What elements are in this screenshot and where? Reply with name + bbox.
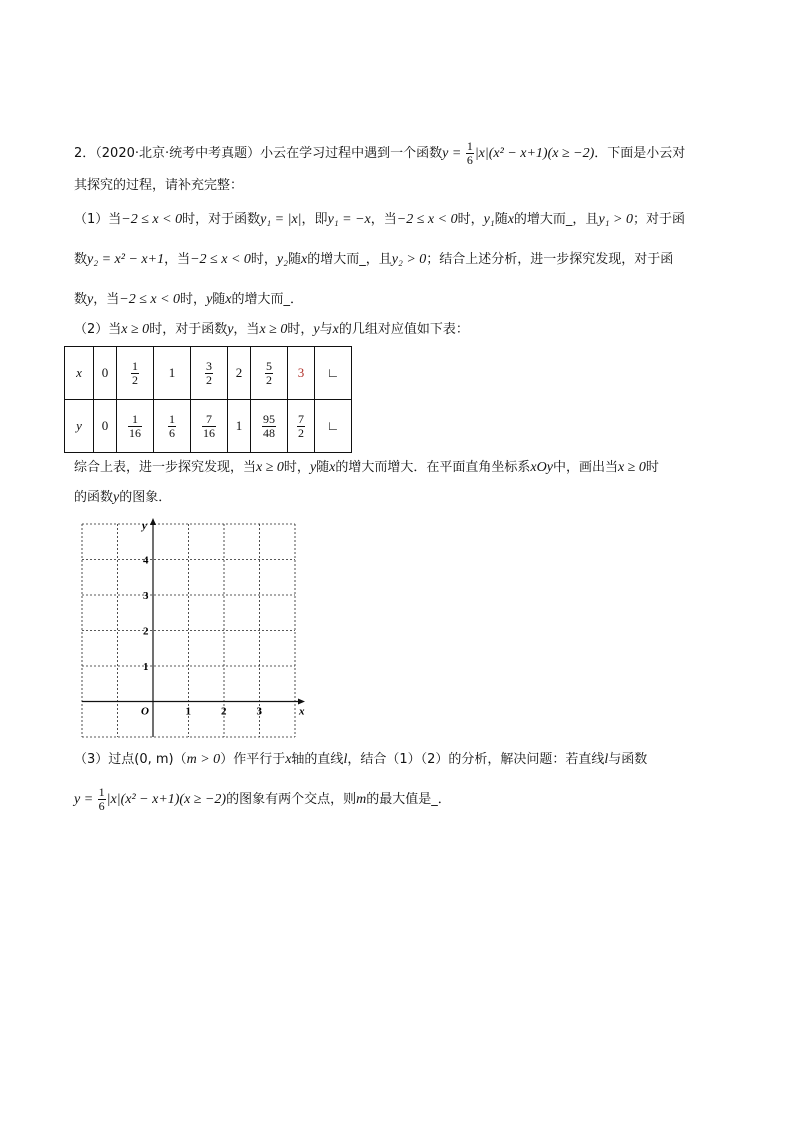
text: ，当 [164,252,191,267]
text: 的图象． [119,490,172,505]
x-axis-label: x [299,705,305,718]
y-tick-label: 4 [143,554,149,567]
problem-source: （2020·北京·统考中考真题） [95,146,261,161]
text: 随 [316,460,330,475]
text: （3）过点(0, m)（ [74,752,187,767]
text: 时，对于函数 [149,322,228,337]
text: ，当 [370,212,397,227]
num: 1 [169,411,175,426]
math: x ≥ 0 [259,322,288,337]
problem-intro-line-2 [74,176,243,196]
y-axis-label: y [142,520,147,532]
math: m [356,792,367,807]
math: y₂ [276,252,288,267]
problem-intro-line [74,140,685,167]
math: −2 ≤ x < 0 [119,292,181,307]
math: x [225,292,232,307]
function-body: |x|(x² − x+1)(x ≥ −2) [474,146,595,161]
part2-after-line1 [74,458,659,478]
table-cell [191,400,228,453]
math: y₁ = |x| [260,212,302,227]
math: y [206,292,213,307]
table-header-y: y [65,400,94,453]
coordinate-grid [78,518,305,736]
intro-text-b: ．下面是小云对 [594,146,686,161]
math: x [332,322,339,337]
y-tick-label: 3 [143,590,149,602]
text: 的增大而_，且 [307,252,392,267]
text: 数 [74,252,88,267]
table-cell-ellipsis: ∟ [315,347,352,400]
text: 时， [283,460,310,475]
table-cell: 0 [94,347,117,400]
table-cell [117,347,154,400]
math: y₂ > 0 [391,252,427,267]
problem-number: 2． [74,146,96,161]
math: xOy [530,460,553,475]
text: 时， [457,212,484,227]
math: y₁ > 0 [598,212,633,227]
text: ，当 [93,292,120,307]
y-tick-label: 2 [143,625,149,638]
x-axis-arrow [298,699,305,705]
table-header-x: x [65,347,94,400]
num: 1 [98,785,105,799]
math: y₁ [483,212,495,227]
text: 与函数 [608,752,648,767]
math: x ≥ 0 [617,460,646,475]
text: 的增大而_，且 [513,212,599,227]
math: y [113,490,120,505]
math: x ≥ 0 [121,322,150,337]
num: 7 [202,413,216,427]
num: 5 [266,358,272,373]
text: 随 [494,212,508,227]
den: 2 [132,372,138,387]
math: y₂ = x² − x+1 [87,252,165,267]
function-prefix: y = [442,146,465,161]
text: 的函数 [74,490,114,505]
math: l [343,752,348,767]
text: 的最大值是_． [366,792,451,807]
part3-line1 [74,750,647,770]
text: ，结合（1）（2）的分析，解决问题：若直线 [347,752,605,767]
table-cell [191,347,228,400]
fraction-one-sixth: $\frac{1}{6}$ [466,139,473,167]
math: y [87,292,94,307]
x-tick-label: 3 [256,705,262,718]
text: 时 [645,460,659,475]
math: y₁ = −x [327,212,371,227]
text: 轴的直线 [291,752,344,767]
text: 中，画出当 [552,460,618,475]
math: |x|(x² − x+1)(x ≥ −2) [106,792,227,807]
x-tick-label: 2 [221,705,227,718]
table-cell [117,400,154,453]
text: 的增大而增大．在平面直角坐标系 [335,460,531,475]
table-cell [288,400,315,453]
table-cell: 3 [288,347,315,400]
text: ，即 [301,212,328,227]
num: 95 [263,411,275,426]
den: 16 [203,425,215,440]
math: −2 ≤ x < 0 [396,212,458,227]
table-cell: 1 [154,347,191,400]
math: y [227,322,234,337]
text: 时， [250,252,277,267]
num: 1 [132,358,138,373]
text: 时，对于函数 [182,212,261,227]
text: ；结合上述分析，进一步探究发现，对于函 [426,252,674,267]
math: y [309,460,317,475]
fraction-one-sixth [98,786,106,813]
table-cell: 0 [94,400,117,453]
text: 时， [180,292,207,307]
table-cell: 1 [228,400,251,453]
math: x [507,212,514,227]
tick-labels [143,555,263,718]
num: 1 [128,413,142,427]
den: 48 [263,425,275,440]
den: 6 [98,799,105,813]
math: l [604,752,609,767]
num: 7 [298,411,304,426]
text: ；对于函 [632,212,685,227]
text: 随 [212,292,226,307]
text: 随 [288,252,302,267]
math: y = [74,792,97,807]
text: 与 [319,322,333,337]
y-axis-arrow [150,518,156,525]
part3-line2 [74,786,451,813]
text: 的几组对应值如下表： [338,322,469,337]
origin-label: O [141,705,149,718]
table-cell [251,347,288,400]
part1-line2 [74,250,673,270]
part1-line1 [74,210,685,230]
y-tick-label: 1 [143,661,149,673]
axes [82,518,305,737]
math: x [285,752,292,767]
text: （2）当 [74,322,122,337]
text: ，当 [233,322,260,337]
text: 的增大而_． [231,292,304,307]
den: 2 [206,372,212,387]
math: m > 0 [186,752,221,767]
text: ）作平行于 [220,752,286,767]
text: 综合上表，进一步探究发现，当 [74,460,257,475]
part2-line [74,320,469,340]
math: x [301,252,308,267]
math: −2 ≤ x < 0 [190,252,251,267]
x-tick-label: 1 [185,705,191,718]
den: 2 [266,372,272,387]
table-cell [251,400,288,453]
table-cell [154,400,191,453]
part2-after-line2 [74,488,171,508]
values-table [64,346,352,453]
intro-text: 小云在学习过程中遇到一个函数 [260,146,443,161]
text: 数 [74,292,88,307]
math: −2 ≤ x < 0 [121,212,183,227]
table-cell-ellipsis: ∟ [315,400,352,453]
math: y [313,322,320,337]
table-row-x [65,347,352,400]
table-cell: 2 [228,347,251,400]
text: 的图象有两个交点，则 [226,792,357,807]
part1-line3 [74,290,303,310]
table-row-y [65,400,352,453]
num: 3 [206,358,212,373]
den: 2 [298,425,304,440]
intro-text-c: 其探究的过程，请补充完整： [74,178,244,193]
text: 时， [287,322,314,337]
math: x ≥ 0 [256,460,284,475]
den: 6 [169,425,175,440]
den: 16 [129,425,141,440]
text: （1）当 [74,212,122,227]
math: x [329,460,336,475]
